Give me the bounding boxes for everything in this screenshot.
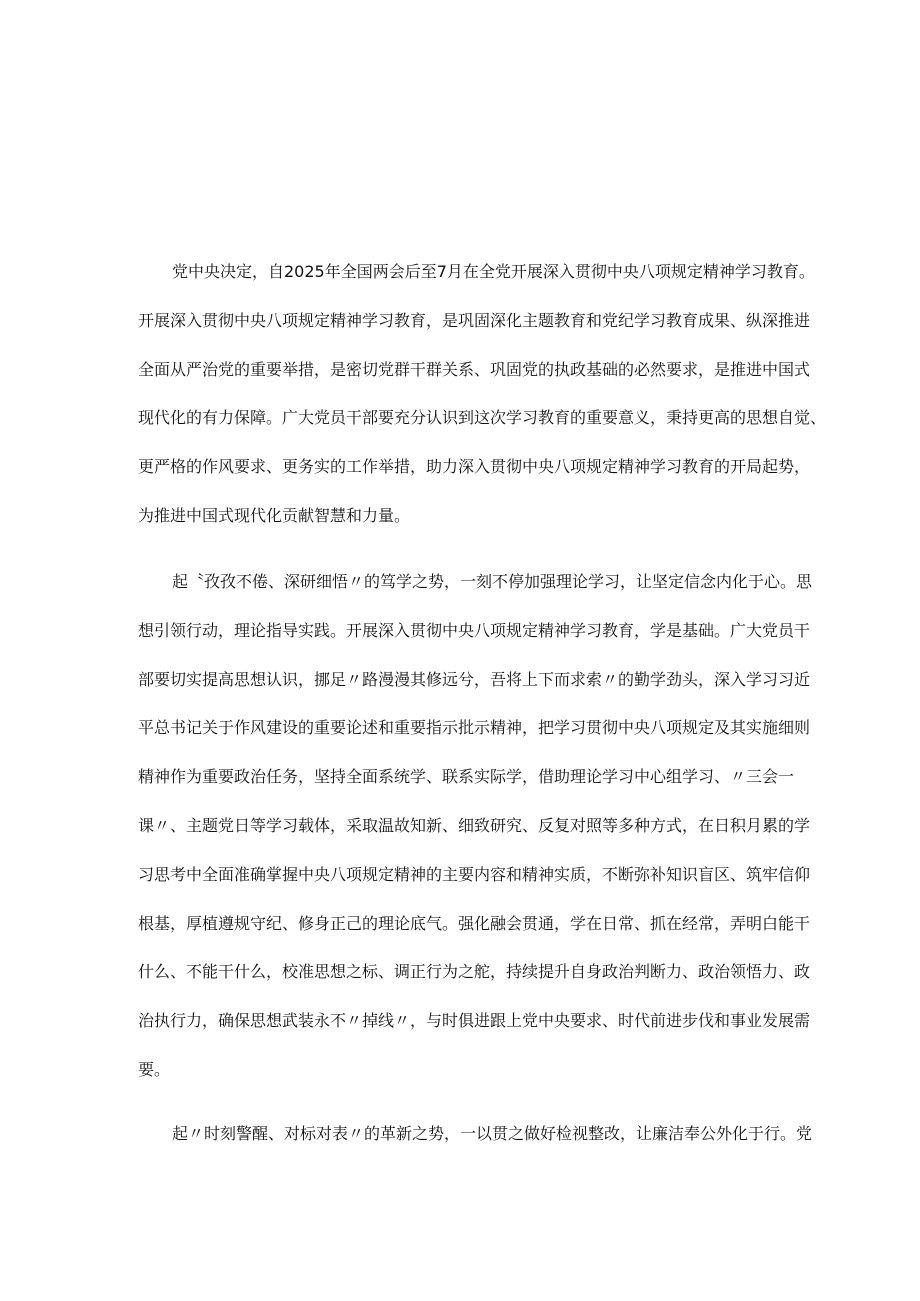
text-line: 精神作为重要政治任务，坚持全面系统学、联系实际学，借助理论学习中心组学习、〃三会一 xyxy=(138,767,795,787)
text-line: 治执行力，确保思想武装永不〃掉线〃，与时俱进跟上党中央要求、时代前进步伐和事业发展需 xyxy=(138,1011,811,1031)
text-line: 根基，厚植遵规守纪、修身正己的理论底气。强化融会贯通，学在日常、抓在经常，弄明白能干 xyxy=(138,913,811,933)
text-line: 平总书记关于作风建设的重要论述和重要指示批示精神，把学习贯彻中央八项规定及其实施细则 xyxy=(138,718,811,738)
text-line: 党中央决定，自2025年全国两会后至7月在全党开展深入贯彻中央八项规定精神学习教育。 xyxy=(172,262,815,281)
text-line: 习思考中全面准确掌握中央八项规定精神的主要内容和精神实质，不断弥补知识盲区、筑牢信仰 xyxy=(138,864,811,884)
paragraph-intro xyxy=(138,248,827,541)
text-line: 起〃时刻警醒、对标对表〃的革新之势，一以贯之做好检视整改，让廉洁奉公外化于行。党 xyxy=(172,1124,813,1143)
text-line: 现代化的有力保障。广大党员干部要充分认识到这次学习教育的重要意义，秉持更高的思想自觉、 xyxy=(138,408,827,428)
text-line: 全面从严治党的重要举措，是密切党群干群关系、巩固党的执政基础的必然要求，是推进中国式 xyxy=(138,359,811,379)
text-line: 想引领行动，理论指导实践。开展深入贯彻中央八项规定精神学习教育，学是基础。广大党员干 xyxy=(138,620,811,640)
text-line: 课〃、主题党日等学习载体，采取温故知新、细致研究、反复对照等多种方式，在日积月累的学 xyxy=(138,815,811,835)
text-line: 什么、不能干什么，校准思想之标、调正行为之舵，持续提升自身政治判断力、政治领悟力、政 xyxy=(138,962,811,982)
text-line: 为推进中国式现代化贡献智慧和力量。 xyxy=(138,505,411,525)
text-line: 更严格的作风要求、更务实的工作举措，助力深入贯彻中央八项规定精神学习教育的开局起势， xyxy=(138,457,811,477)
text-line: 开展深入贯彻中央八项规定精神学习教育，是巩固深化主题教育和党纪学习教育成果、纵深推进 xyxy=(138,310,811,330)
text-line: 要。 xyxy=(138,1059,171,1079)
text-line: 部要切实提高思想认识，挪足〃路漫漫其修远兮，吾将上下而求索〃的勤学劲头，深入学习习近 xyxy=(138,669,811,689)
paragraph-study xyxy=(138,558,813,1095)
paragraph-rectification xyxy=(138,1110,813,1159)
text-line: 起〝孜孜不倦、深研细悟〃的笃学之势，一刻不停加强理论学习，让坚定信念内化于心。思 xyxy=(172,572,813,591)
